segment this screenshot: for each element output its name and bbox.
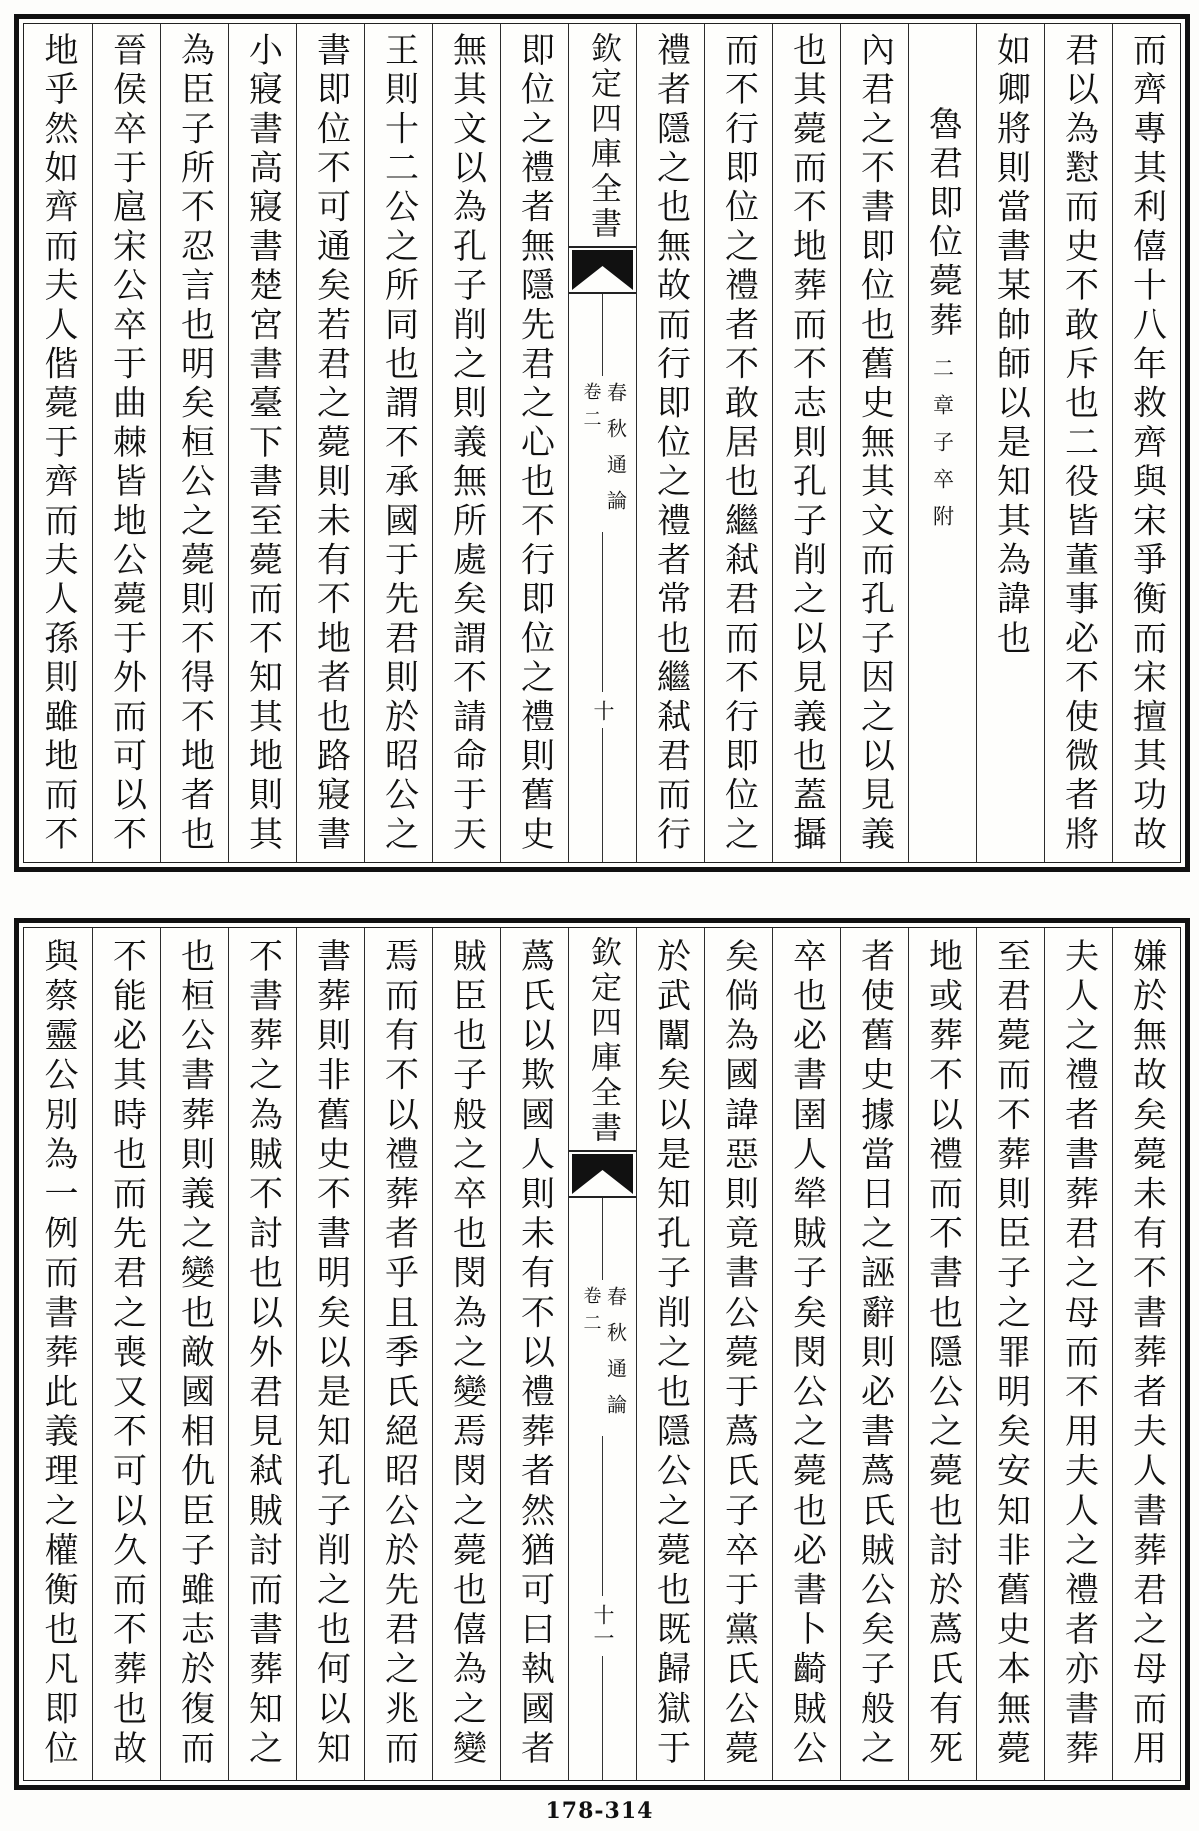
section-heading-column xyxy=(908,24,976,862)
center-line xyxy=(602,1656,604,1780)
text-column xyxy=(1112,24,1180,862)
inner-frame xyxy=(23,23,1181,863)
text-column xyxy=(24,24,92,862)
column-text: 無其文以為孔子削之則義無所處矣謂不請命于天 xyxy=(446,32,487,856)
text-column xyxy=(228,24,296,862)
column-text: 書葬則非舊史不書明矣以是知孔子削之也何以知 xyxy=(310,938,351,1770)
center-line xyxy=(602,1436,604,1596)
column-grid xyxy=(24,928,1180,1780)
text-column xyxy=(432,24,500,862)
column-text: 地乎然如齊而夫人偕薨于齊而夫人孫則雖地而不 xyxy=(38,32,78,856)
volume-label: 卷二 xyxy=(580,382,602,436)
text-column xyxy=(364,928,432,1780)
text-column xyxy=(772,24,840,862)
collection-title: 欽定四庫全書 xyxy=(585,936,621,1146)
center-line xyxy=(602,532,604,692)
text-column xyxy=(976,24,1044,862)
section-heading xyxy=(922,24,963,543)
column-text: 矣倘為國諱惡則竟書公薨于蔿氏子卒于黨氏公薨 xyxy=(718,938,759,1770)
column-text: 也桓公書葬則義之變也敵國相仇臣子雖志於復而 xyxy=(174,938,215,1770)
text-column xyxy=(160,928,228,1780)
text-column xyxy=(24,928,92,1780)
column-text: 不書葬之為賊不討也以外君見弒賊討而書葬知之 xyxy=(242,938,283,1770)
center-line xyxy=(602,294,604,376)
column-text: 即位之禮者無隱先君之心也不行即位之禮則舊史 xyxy=(514,32,555,856)
leaf-number: 十一 xyxy=(591,1604,615,1650)
page-code: 178-314 xyxy=(545,1798,654,1824)
column-text: 者使舊史據當日之誣辭則必書蔿氏賊公矣子般之 xyxy=(854,938,895,1770)
leaf-number: 十 xyxy=(591,700,615,723)
text-column xyxy=(296,928,364,1780)
center-line xyxy=(602,1198,604,1280)
column-text: 小寢書高寢書楚宮書臺下書至薨而不知其地則其 xyxy=(242,32,283,856)
upper-leaf xyxy=(14,14,1190,872)
section-heading-title: 魯君即位薨葬 xyxy=(922,106,963,342)
column-text: 於武闈矣以是知孔子削之也隱公之薨也既歸獄于 xyxy=(650,938,691,1770)
column-text: 夫人之禮者書葬君之母而不用夫人之禮者亦書葬 xyxy=(1058,938,1099,1770)
column-text: 君以為懟而史不敢斥也二役皆董事必不使微者將 xyxy=(1058,32,1099,856)
inner-frame xyxy=(23,927,1181,1781)
column-text: 為臣子所不忍言也明矣桓公之薨則不得不地者也 xyxy=(174,32,215,856)
text-column xyxy=(1044,24,1112,862)
text-column xyxy=(840,24,908,862)
lower-leaf xyxy=(14,918,1190,1790)
fishtail-mark xyxy=(572,1154,633,1194)
column-text: 卒也必書圉人犖賊子矣閔公之薨也必書卜齮賊公 xyxy=(786,938,827,1770)
text-column xyxy=(908,928,976,1780)
column-text: 而齊專其利僖十八年救齊與宋爭衡而宋擅其功故 xyxy=(1126,32,1167,856)
column-text: 禮者隱之也無故而行即位之禮者常也繼弒君而行 xyxy=(650,32,691,856)
text-column xyxy=(92,928,160,1780)
column-text: 至君薨而不葬則臣子之罪明矣安知非舊史本無薨 xyxy=(990,938,1031,1770)
text-column xyxy=(432,928,500,1780)
text-column xyxy=(1044,928,1112,1780)
text-column xyxy=(160,24,228,862)
column-text: 地或葬不以禮而不書也隱公之薨也討於蔿氏有死 xyxy=(922,938,963,1770)
column-text: 嫌於無故矣薨未有不書葬者夫人書葬君之母而用 xyxy=(1126,938,1167,1770)
center-rule xyxy=(569,246,636,248)
column-text: 不能必其時也而先君之喪又不可以久而不葬也故 xyxy=(106,938,147,1770)
column-grid xyxy=(24,24,1180,862)
column-text: 王則十二公之所同也謂不承國于先君則於昭公之 xyxy=(378,32,419,856)
center-line xyxy=(602,728,604,862)
section-heading-note: 二章子卒附 xyxy=(930,357,955,543)
column-text: 如卿將則當書某帥師以是知其為諱也 xyxy=(990,32,1031,660)
column-text: 晉侯卒于扈宋公卒于曲棘皆地公薨于外而可以不 xyxy=(106,32,147,856)
text-column xyxy=(500,928,568,1780)
text-column xyxy=(500,24,568,862)
text-column xyxy=(296,24,364,862)
column-text: 賊臣也子般之卒也閔為之變焉閔之薨也僖為之變 xyxy=(446,938,487,1770)
column-text: 內君之不書即位也舊史無其文而孔子因之以見義 xyxy=(854,32,895,856)
center-rule xyxy=(569,1150,636,1152)
text-column xyxy=(636,928,704,1780)
text-column xyxy=(92,24,160,862)
center-margin xyxy=(568,928,636,1780)
text-column xyxy=(704,24,772,862)
text-column xyxy=(772,928,840,1780)
book-title: 春秋通論 xyxy=(603,382,628,526)
column-text: 而不行即位之禮者不敢居也繼弒君而不行即位之 xyxy=(718,32,759,856)
column-text: 焉而有不以禮葬者乎且季氏絕昭公於先君之兆而 xyxy=(378,938,419,1770)
text-column xyxy=(704,928,772,1780)
book-title: 春秋通論 xyxy=(603,1286,628,1430)
text-column xyxy=(840,928,908,1780)
volume-label: 卷二 xyxy=(580,1286,602,1340)
text-column xyxy=(636,24,704,862)
collection-title: 欽定四庫全書 xyxy=(585,32,621,242)
fishtail-mark xyxy=(572,250,633,290)
column-text: 也其薨而不地葬而不志則孔子削之以見義也蓋攝 xyxy=(786,32,827,856)
text-column xyxy=(976,928,1044,1780)
text-column xyxy=(228,928,296,1780)
text-column xyxy=(364,24,432,862)
center-margin xyxy=(568,24,636,862)
column-text: 蔿氏以欺國人則未有不以禮葬者然猶可曰執國者 xyxy=(514,938,555,1770)
column-text: 與蔡靈公別為一例而書葬此義理之權衡也凡即位 xyxy=(38,938,78,1770)
column-text: 書即位不可通矣若君之薨則未有不地者也路寢書 xyxy=(310,32,351,856)
text-column xyxy=(1112,928,1180,1780)
